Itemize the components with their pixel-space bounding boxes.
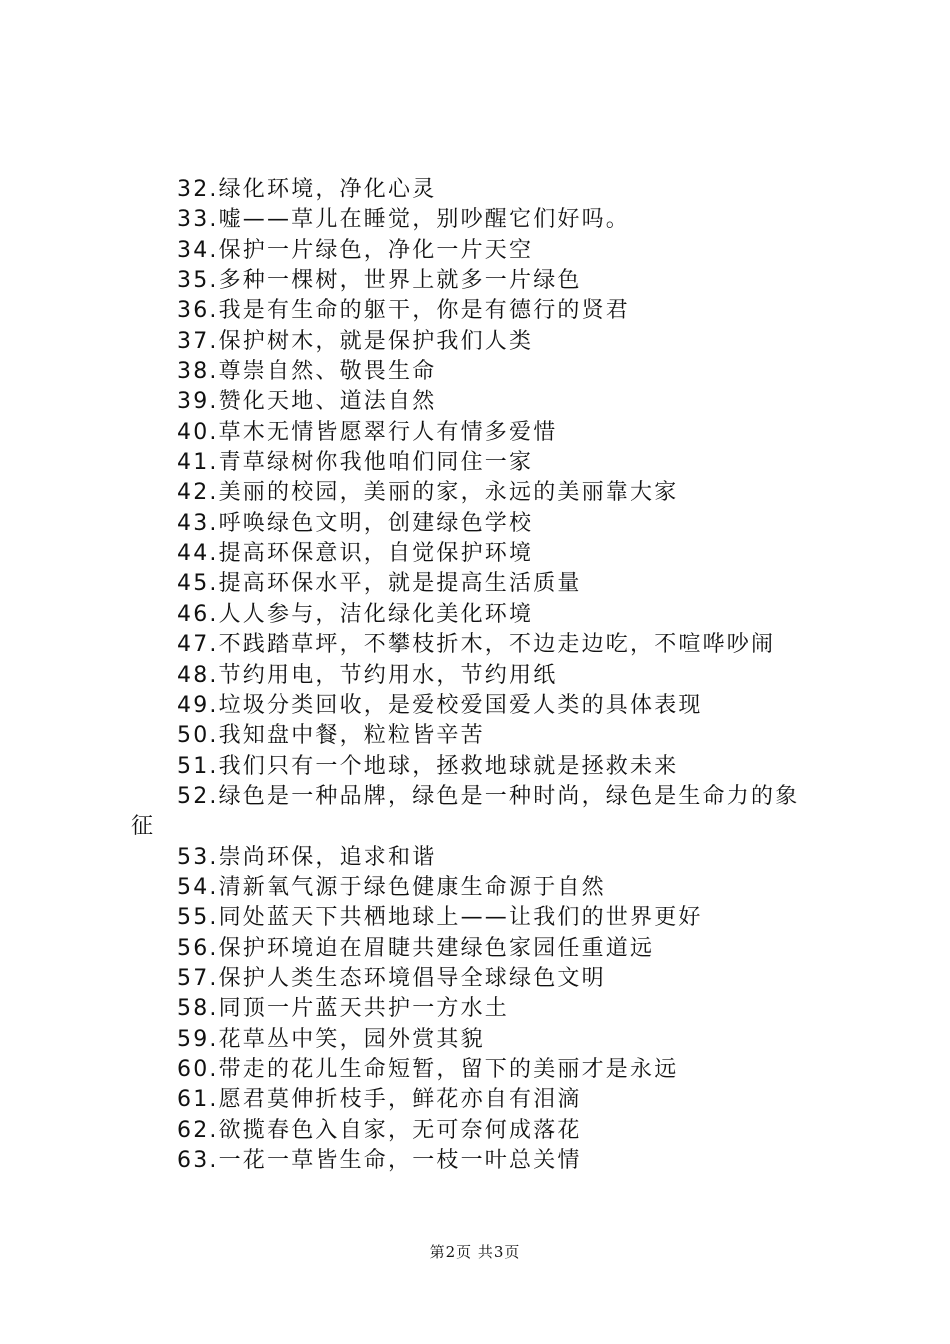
list-item: 43.呼唤绿色文明，创建绿色学校	[177, 510, 534, 536]
list-item: 39.赞化天地、道法自然	[177, 389, 437, 415]
list-item: 55.同处蓝天下共栖地球上——让我们的世界更好	[177, 905, 703, 931]
list-item: 50.我知盘中餐，粒粒皆辛苦	[177, 723, 485, 749]
page-number-footer: 第2页 共3页	[429, 1243, 521, 1261]
list-item: 58.同顶一片蓝天共护一方水土	[177, 996, 509, 1022]
list-item: 33.嘘——草儿在睡觉，别吵醒它们好吗。	[177, 207, 630, 233]
list-item: 36.我是有生命的躯干，你是有德行的贤君	[177, 298, 630, 324]
list-item: 52.绿色是一种品牌，绿色是一种时尚，绿色是生命力的象	[177, 783, 800, 809]
list-item: 42.美丽的校园，美丽的家，永远的美丽靠大家	[177, 480, 679, 506]
list-item: 62.欲揽春色入自家，无可奈何成落花	[177, 1117, 582, 1143]
list-item: 37.保护树木，就是保护我们人类	[177, 328, 534, 354]
list-item: 45.提高环保水平，就是提高生活质量	[177, 571, 582, 597]
list-item: 47.不践踏草坪，不攀枝折木，不边走边吃，不喧哗吵闹	[177, 632, 776, 658]
list-item: 38.尊崇自然、敬畏生命	[177, 359, 437, 385]
list-item: 32.绿化环境，净化心灵	[177, 177, 437, 202]
list-item: 48.节约用电，节约用水，节约用纸	[177, 662, 558, 688]
list-item: 46.人人参与，洁化绿化美化环境	[177, 601, 534, 627]
list-item: 53.崇尚环保，追求和谐	[177, 844, 437, 870]
list-item: 41.青草绿树你我他咱们同住一家	[177, 450, 534, 476]
list-item: 63.一花一草皆生命，一枝一叶总关情	[177, 1148, 582, 1173]
list-item: 40.草木无情皆愿翠行人有情多爱惜	[177, 419, 558, 445]
list-item: 54.清新氧气源于绿色健康生命源于自然	[177, 874, 606, 900]
list-item: 44.提高环保意识，自觉保护环境	[177, 541, 534, 567]
list-item: 49.垃圾分类回收，是爱校爱国爱人类的具体表现	[177, 692, 703, 718]
list-item: 56.保护环境迫在眉睫共建绿色家园任重道远	[177, 935, 655, 961]
list-item: 61.愿君莫伸折枝手，鲜花亦自有泪滴	[177, 1087, 582, 1113]
list-item: 34.保护一片绿色，净化一片天空	[177, 237, 534, 263]
list-item: 59.花草丛中笑，园外赏其貌	[177, 1026, 485, 1052]
list-item-continuation: 征	[131, 814, 156, 840]
list-item: 60.带走的花儿生命短暂，留下的美丽才是永远	[177, 1056, 679, 1082]
list-item: 51.我们只有一个地球，拯救地球就是拯救未来	[177, 753, 679, 779]
slogan-list	[131, 175, 831, 1176]
list-item: 57.保护人类生态环境倡导全球绿色文明	[177, 965, 606, 991]
list-item: 35.多种一棵树，世界上就多一片绿色	[177, 268, 582, 294]
